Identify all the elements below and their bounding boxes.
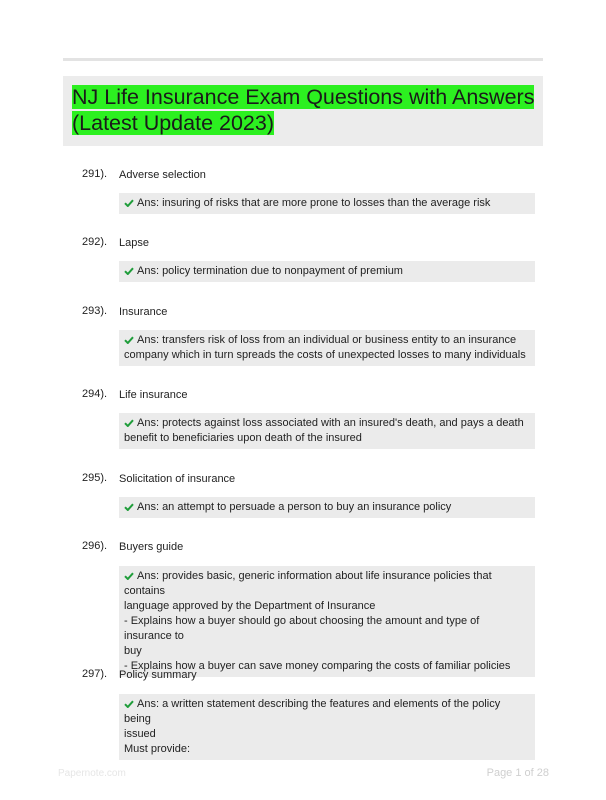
answer-line: Ans: insuring of risks that are more prone to losses than the average risk — [137, 197, 491, 209]
question-text: Policy summary — [119, 669, 197, 681]
answer-line: company which in turn spreads the costs of unexpected losses to many individuals — [124, 349, 526, 361]
title-line-2: (Latest Update 2023) — [72, 111, 274, 135]
question-text: Life insurance — [119, 389, 188, 401]
question-text: Lapse — [119, 237, 149, 249]
question-number: 296). — [82, 540, 108, 552]
footer-watermark: Papernote.com — [58, 768, 126, 779]
answer-box — [119, 261, 535, 282]
check-icon — [124, 336, 134, 344]
answer-box — [119, 566, 535, 677]
check-icon — [124, 267, 134, 275]
top-rule — [63, 58, 543, 61]
check-icon — [124, 419, 134, 427]
answer-line: Ans: policy termination due to nonpayment of premium — [137, 265, 403, 277]
answer-line: - Explains how a buyer can save money comparing the costs of familiar policies — [124, 660, 511, 672]
question-number: 295). — [82, 472, 108, 484]
answer-line: Ans: an attempt to persuade a person to buy an insurance policy — [137, 501, 452, 513]
answer-line: buy — [124, 645, 142, 657]
answer-box — [119, 193, 535, 214]
document-title — [72, 84, 542, 136]
title-line-1: NJ Life Insurance Exam Questions with Answers — [72, 85, 535, 109]
question-text: Buyers guide — [119, 541, 184, 553]
check-icon — [124, 503, 134, 511]
answer-line: Ans: transfers risk of loss from an individual or business entity to an insurance — [137, 334, 517, 346]
check-icon — [124, 700, 134, 708]
question-number: 292). — [82, 236, 108, 248]
answer-line: benefit to beneficiaries upon death of the insured — [124, 432, 362, 444]
answer-box — [119, 497, 535, 518]
answer-line: - Explains how a buyer should go about choosing the amount and type of insurance to — [124, 615, 480, 642]
answer-line: issued — [124, 728, 156, 740]
question-text: Solicitation of insurance — [119, 473, 236, 485]
question-number: 291). — [82, 168, 108, 180]
page-number: Page 1 of 28 — [486, 767, 549, 779]
question-number: 294). — [82, 388, 108, 400]
answer-box — [119, 413, 535, 449]
check-icon — [124, 572, 134, 580]
question-number: 297). — [82, 668, 108, 680]
answer-box — [119, 694, 535, 760]
question-number: 293). — [82, 305, 108, 317]
answer-line: language approved by the Department of Insurance — [124, 600, 376, 612]
question-text: Insurance — [119, 306, 168, 318]
answer-line: Ans: a written statement describing the features and elements of the policy being — [124, 698, 501, 725]
check-icon — [124, 199, 134, 207]
answer-line: Ans: provides basic, generic information about life insurance policies that contains — [124, 570, 492, 597]
answer-line: Must provide: — [124, 743, 191, 755]
answer-box — [119, 330, 535, 366]
answer-line: Ans: protects against loss associated with an insured's death, and pays a death — [137, 417, 524, 429]
question-text: Adverse selection — [119, 169, 206, 181]
